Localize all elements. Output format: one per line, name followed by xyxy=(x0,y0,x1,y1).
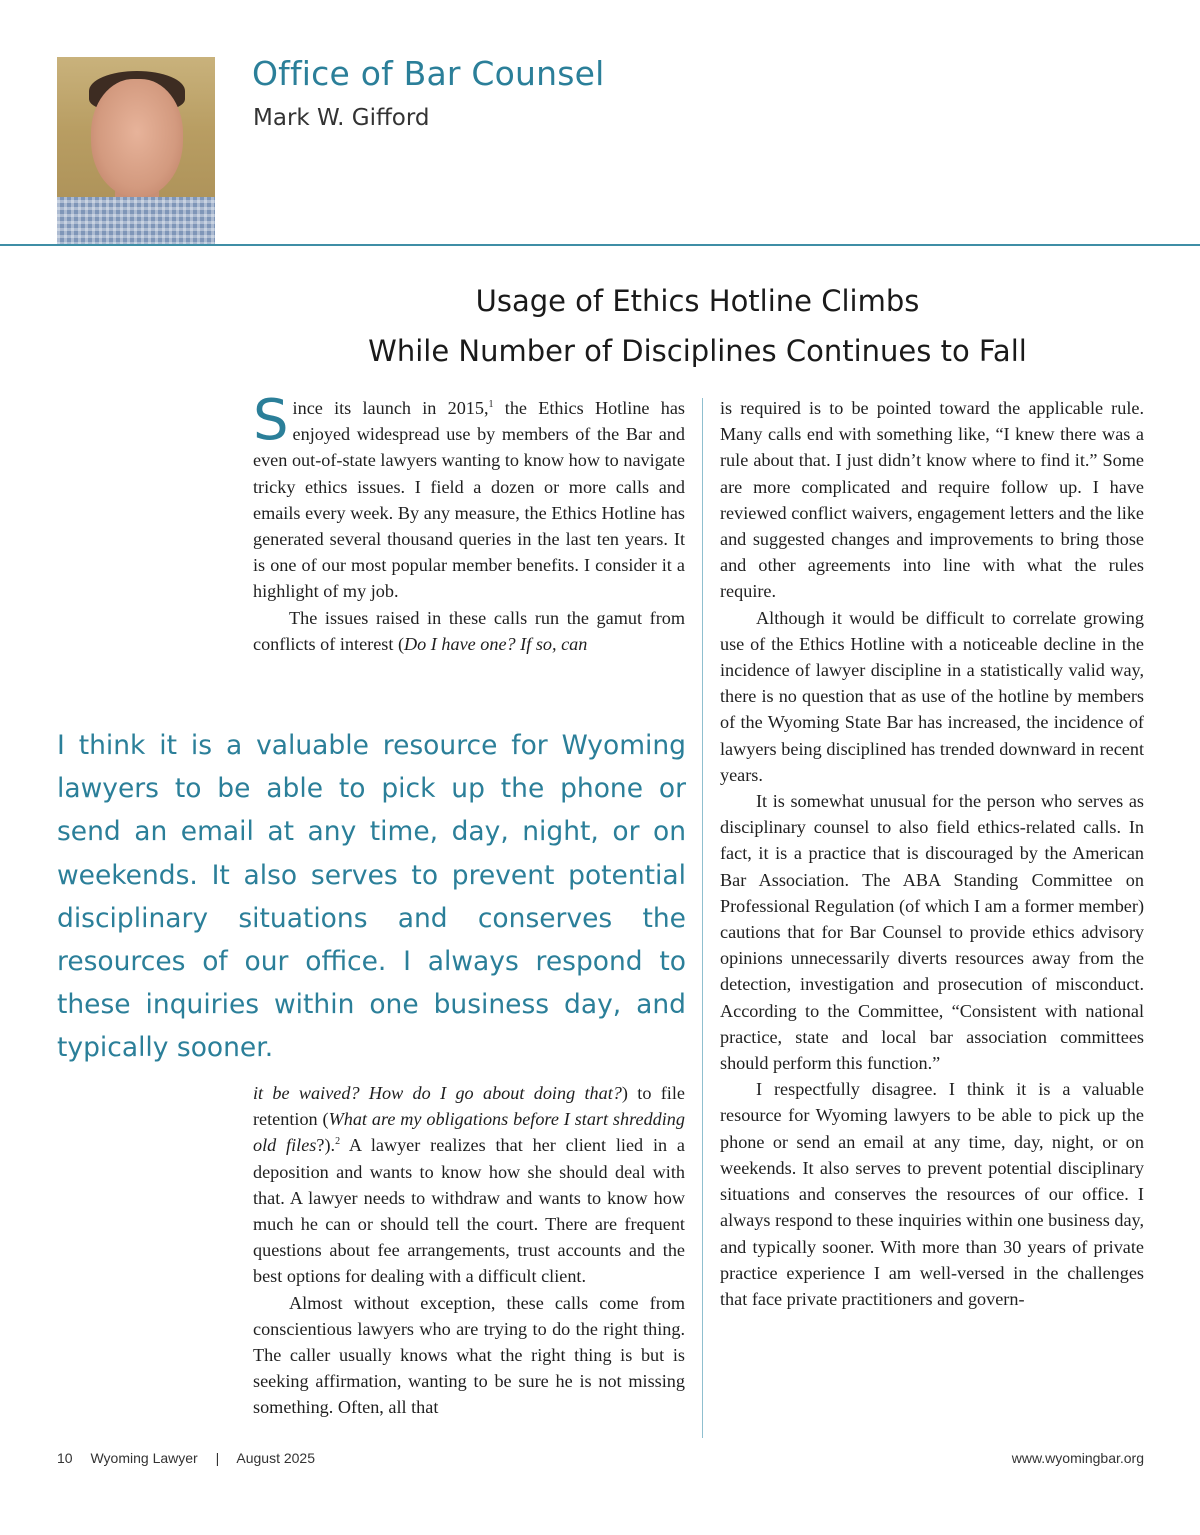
footnote-ref-1: 1 xyxy=(488,398,494,410)
website-link[interactable]: www.wyomingbar.org xyxy=(1011,1450,1144,1466)
headline-line-1: Usage of Ethics Hotline Climbs xyxy=(475,284,920,318)
pull-quote: I think it is a valuable resource for Wyoming lawyers to be able to pick up the phone or send an email at any time, day, night, or on weekends. It also serves to prevent potential disciplinary situations and conserves the resources of our office. I always respond to these inquiries within one business day, and typically sooner. xyxy=(57,730,686,1064)
article-headline xyxy=(300,276,1095,376)
author-name: Mark W. Gifford xyxy=(253,105,430,131)
paragraph-2-cont: it be waived? How do I go about doing that?) to file retention (What are my obligations before I start shredding old files?).$^2$ A lawyer realizes that her client lied in a deposition and wants to know how she should deal with that. A lawyer needs to withdraw and wants to know how much he can or should tell the court. There are frequent questions about fee arrangements, trust accounts and the best options for dealing with a difficult client. xyxy=(253,1083,685,1287)
paragraph-6: I respectfully disagree. I think it is a valuable resource for Wyoming lawyers to be able to pick up the phone or send an email at any time, day, night, or on weekends. It also serves to prevent potential disciplinary situations and conserves the resources of our office. I always respond to these inquiries within one business day, and typically sooner. With more than 30 years of private practice experience I am well-versed in the challenges that face private practitioners and govern- xyxy=(720,1079,1144,1309)
header-rule xyxy=(0,244,1200,246)
footer-left xyxy=(57,1450,329,1466)
author-photo xyxy=(57,57,215,245)
footer-separator: | xyxy=(215,1450,220,1466)
paragraph-5: It is somewhat unusual for the person who serves as disciplinary counsel to also field ethics-related calls. In fact, it is a practice that is discouraged by the American Bar Association. The ABA Standing Committee on Professional Regulation (of which I am a former member) cautions that for Bar Counsel to provide ethics advisory opinions unnecessarily diverts resources away from the detection, investigation and prosecution of misconduct. According to the Committee, “Consistent with national practice, state and local bar association committees should perform this function.” xyxy=(720,791,1144,1074)
paragraph-4: Although it would be difficult to correlate growing use of the Ethics Hotline with a noticeable decline in the incidence of lawyer discipline in a statistically valid way, there is no question that as use of the hotline by members of the Wyoming State Bar has increased, the incidence of lawyers being disciplined has trended downward in recent years. xyxy=(720,607,1144,785)
department-title: Office of Bar Counsel xyxy=(252,54,605,93)
headline-line-2: While Number of Disciplines Continues to Fall xyxy=(368,334,1027,368)
column-divider xyxy=(702,398,703,1438)
drop-cap: S xyxy=(253,388,289,453)
page-footer xyxy=(57,1450,1144,1472)
issue-date: August 2025 xyxy=(236,1450,315,1466)
column-left-bottom xyxy=(253,1080,685,1421)
paragraph-1: Since its launch in 2015,$^1$ the Ethics Hotline has enjoyed widespread use by members of the Bar and even out-of-state lawyers wanting to know how to navigate tricky ethics issues. I field a dozen or more calls and emails every week. By any measure, the Ethics Hotline has generated several thousand queries in the last ten years. It is one of our most popular member benefits. I consider it a highlight of my job. xyxy=(253,388,685,602)
paragraph-2-start: The issues raised in these calls run the gamut from conflicts of interest (Do I have one? If so, can xyxy=(253,607,685,654)
publication-name: Wyoming Lawyer xyxy=(90,1450,198,1466)
column-right xyxy=(720,395,1144,1312)
column-left-top xyxy=(253,388,685,657)
footnote-ref-2: 2 xyxy=(335,1136,341,1148)
paragraph-3-cont: is required is to be pointed toward the applicable rule. Many calls end with something like, “I knew there was a rule about that. I just didn’t know where to find it.” Some are more complicated and require follow up. I have reviewed conflict waivers, engagement letters and the like and suggested changes and improvements to bring those and other agreements into line with what the rules require. xyxy=(720,398,1144,602)
paragraph-3: Almost without exception, these calls come from conscientious lawyers who are trying to do the right thing. The caller usually knows what the right thing is but is seeking affirmation, wanting to be sure he is not missing something. Often, all that xyxy=(253,1292,685,1418)
page-number: 10 xyxy=(57,1450,73,1466)
